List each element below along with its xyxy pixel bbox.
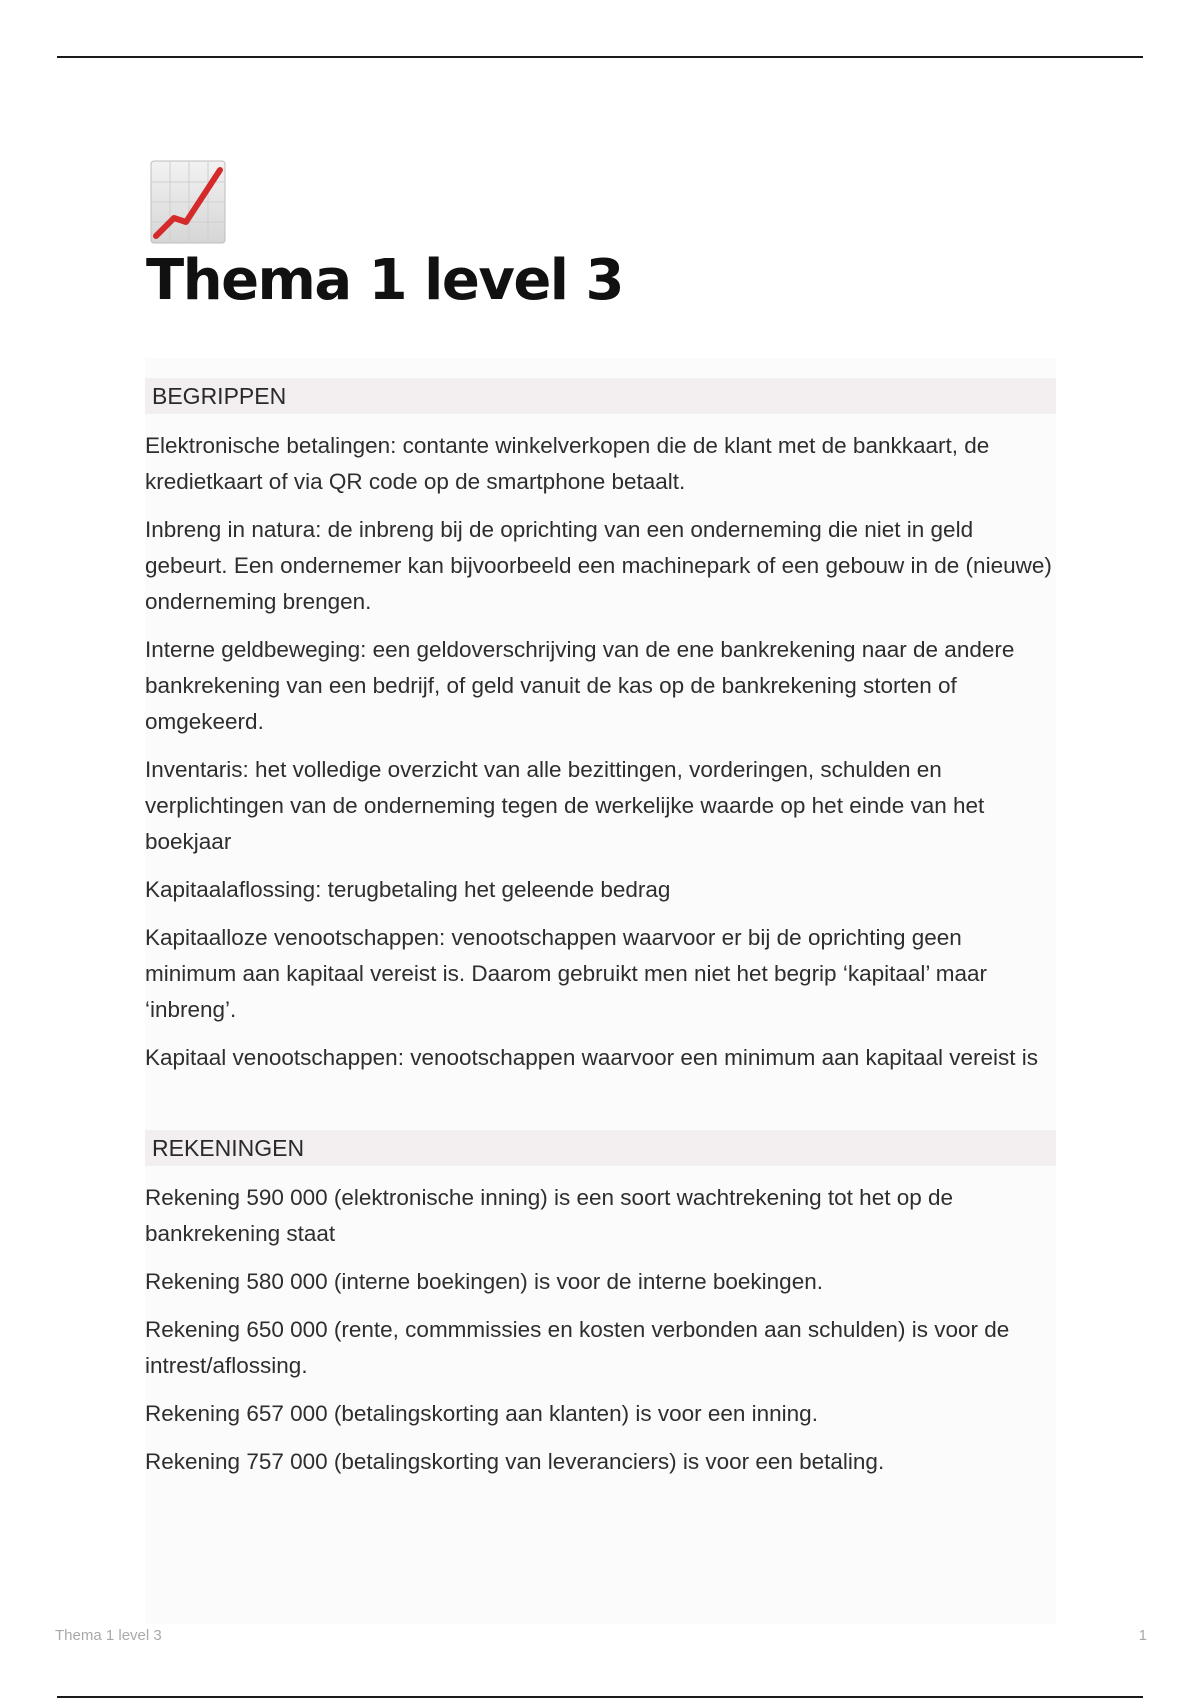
section-heading-begrippen: BEGRIPPEN xyxy=(145,378,1056,414)
account-657000: Rekening 657 000 (betalingskorting aan klanten) is voor een inning. xyxy=(145,1401,818,1426)
definition-interne-geldbeweging: Interne geldbeweging: een geldoverschrijving van de ene bankrekening naar de andere bankrekening van een bedrijf, of geld vanuit de kas op de bankrekening storten of omgekeerd. xyxy=(145,637,1015,734)
chart-increasing-icon xyxy=(150,160,226,244)
footer-page-number: 1 xyxy=(1138,1627,1147,1644)
definition-kapitaalloze-venootschappen: Kapitaalloze venootschappen: venootschappen waarvoor er bij de oprichting geen minimum aan kapitaal vereist is. Daarom gebruikt men niet het begrip ‘kapitaal’ maar ‘inbreng’. xyxy=(145,925,988,1022)
definition-elektronische-betalingen: Elektronische betalingen: contante winkelverkopen die de klant met de bankkaart, de kredietkaart of via QR code op de smartphone betaalt. xyxy=(145,433,990,494)
definition-kapitaal-venootschappen: Kapitaal venootschappen: venootschappen waarvoor een minimum aan kapitaal vereist is xyxy=(145,1045,1039,1070)
section-heading-rekeningen: REKENINGEN xyxy=(145,1130,1056,1166)
bottom-rule xyxy=(57,1696,1143,1698)
account-650000: Rekening 650 000 (rente, commmissies en kosten verbonden aan schulden) is voor de intrest/aflossing. xyxy=(145,1317,1010,1378)
footer-document-title: Thema 1 level 3 xyxy=(55,1627,162,1644)
account-580000: Rekening 580 000 (interne boekingen) is voor de interne boekingen. xyxy=(145,1269,823,1294)
top-rule xyxy=(57,56,1143,58)
account-757000: Rekening 757 000 (betalingskorting van leveranciers) is voor een betaling. xyxy=(145,1449,885,1474)
definition-inbreng-in-natura: Inbreng in natura: de inbreng bij de oprichting van een onderneming die niet in geld gebeurt. Een ondernemer kan bijvoorbeeld een machinepark of een gebouw in de (nieuwe) onderneming brengen. xyxy=(145,517,1052,614)
page-title: Thema 1 level 3 xyxy=(146,248,623,313)
page-content xyxy=(145,358,1056,1624)
definition-kapitaalaflossing: Kapitaalaflossing: terugbetaling het geleende bedrag xyxy=(145,877,671,902)
definition-inventaris: Inventaris: het volledige overzicht van alle bezittingen, vorderingen, schulden en verplichtingen van de onderneming tegen de werkelijke waarde op het einde van het boekjaar xyxy=(145,757,985,854)
account-590000: Rekening 590 000 (elektronische inning) is een soort wachtrekening tot het op de bankrekening staat xyxy=(145,1185,954,1246)
